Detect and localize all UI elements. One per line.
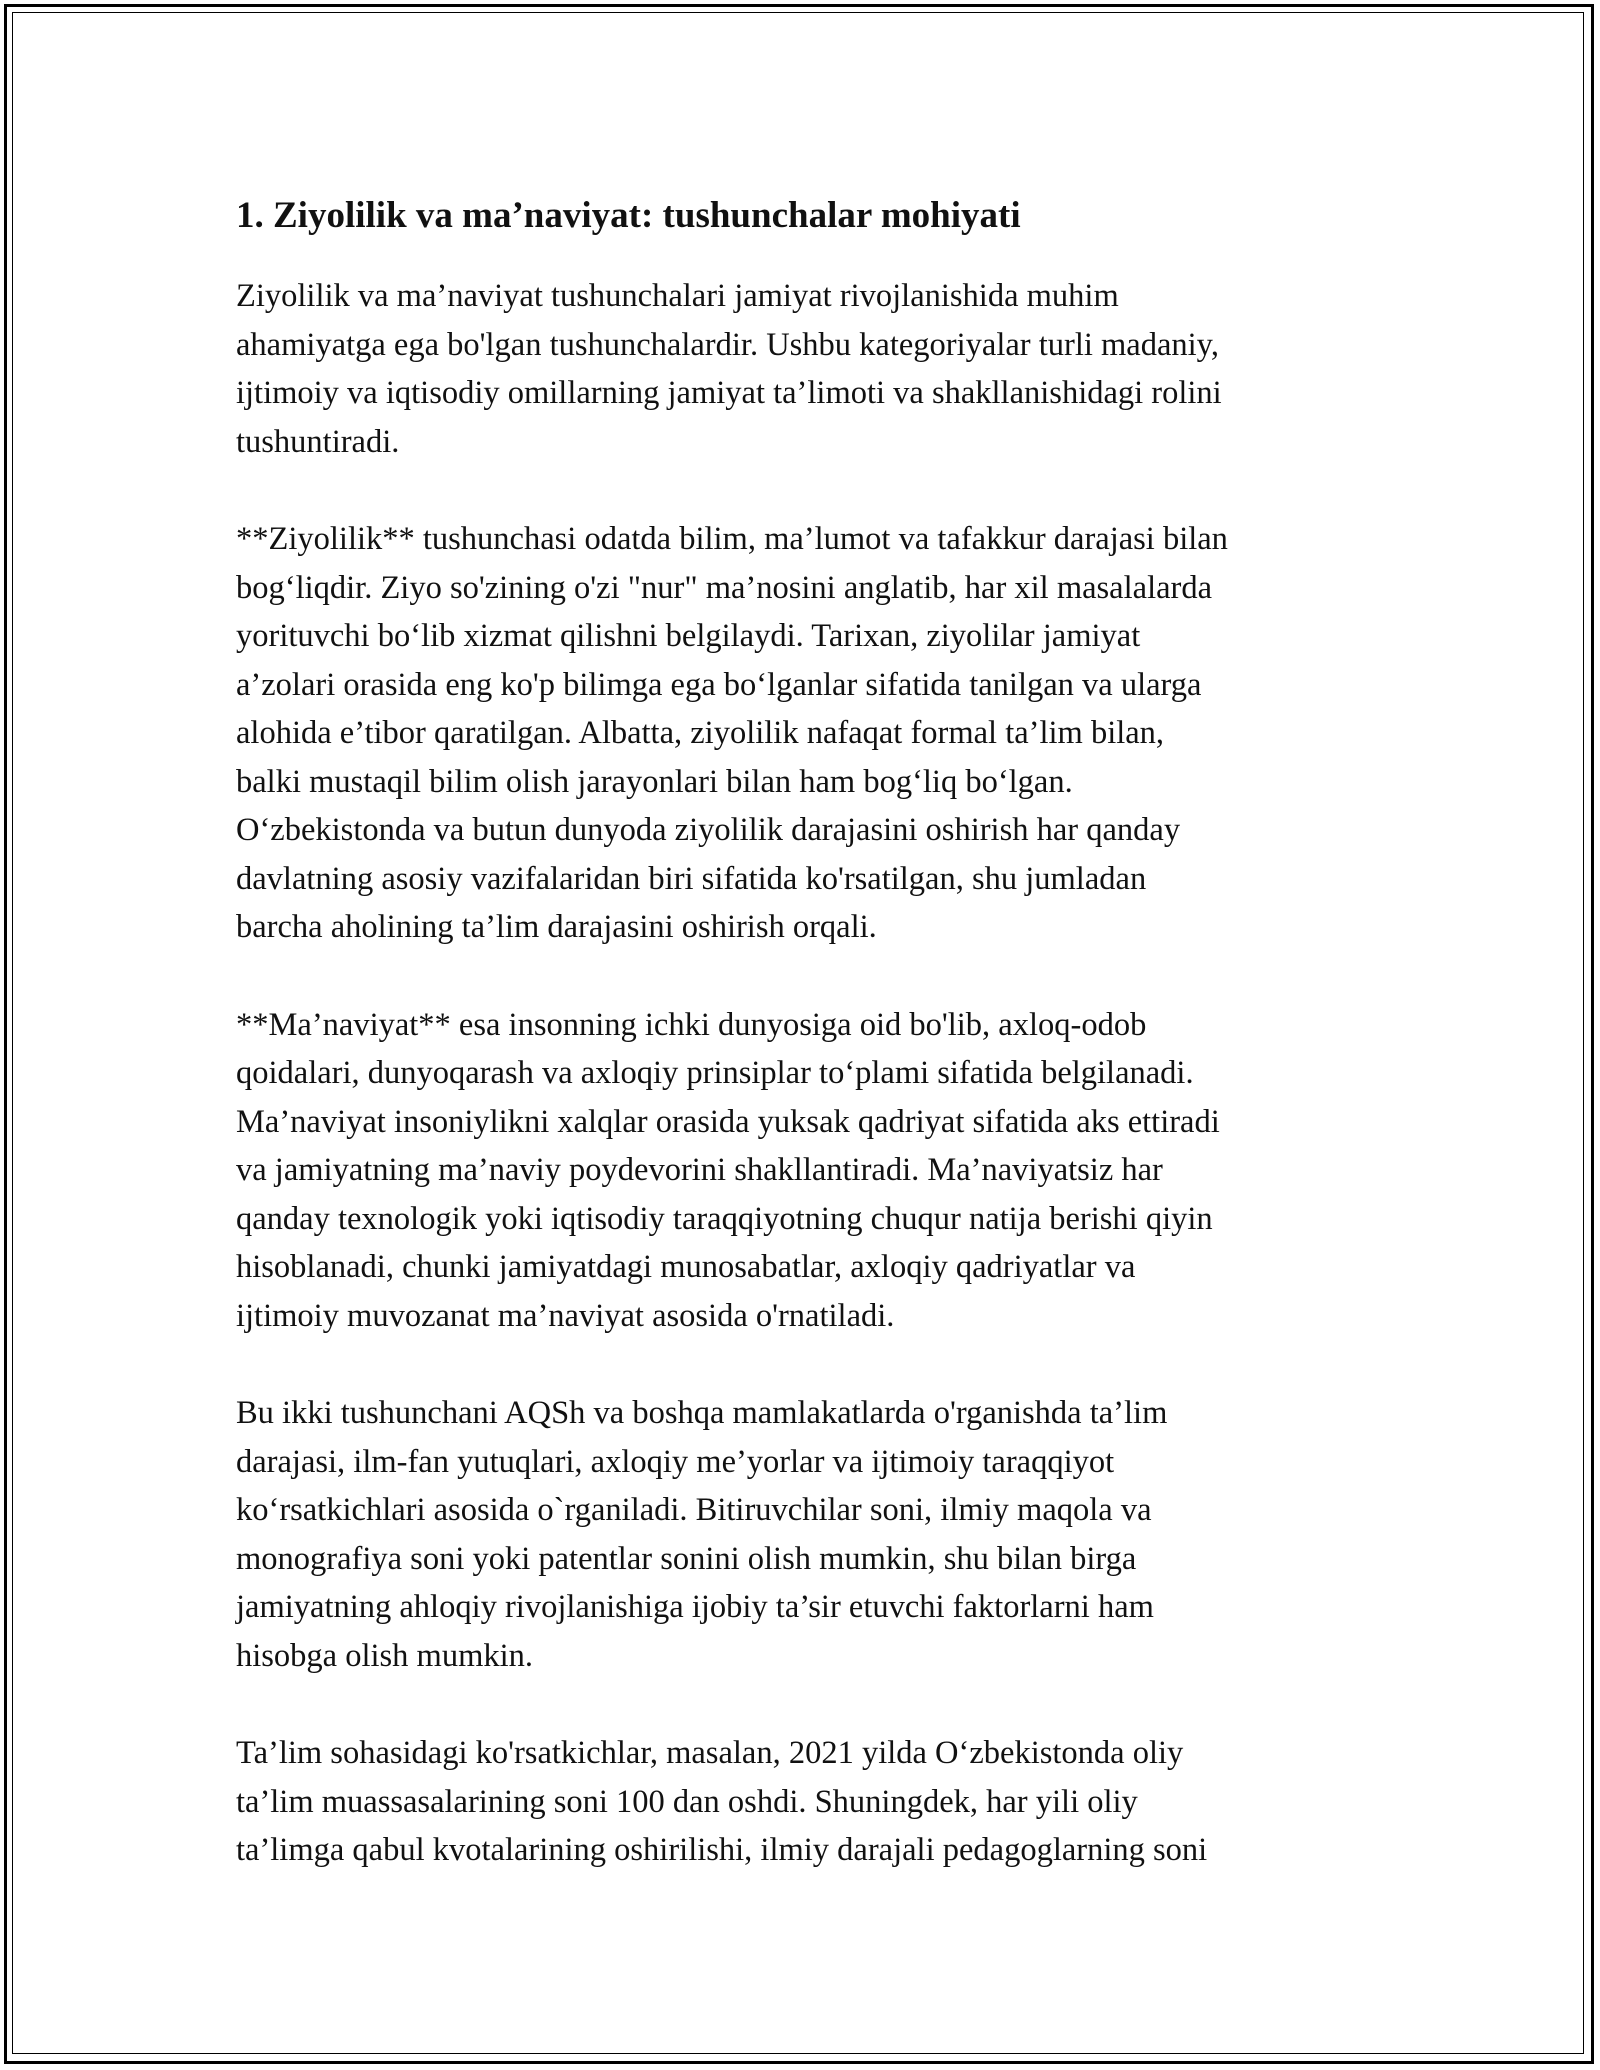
document-body [236,186,1366,1924]
section-heading: 1. Ziyolilik va ma’naviyat: tushunchalar mohiyati [236,195,1021,236]
paragraph-measurement: Bu ikki tushunchani AQSh va boshqa mamlakatlarda o'rganishda ta’lim darajasi, ilm-fan yutuqlari, axloqiy me’yorlar va ijtimoiy taraqqiyot ko‘rsatkichlari asosida o`rganiladi. Bitiruvchilar soni, ilmiy maqola va monografiya soni yoki patentlar sonini olish mumkin, shu bilan birga jamiyatning ahloqiy rivojlanishiga ijobiy ta’sir etuvchi faktorlarni ham hisobga olish mumkin. [236,1395,1168,1674]
paragraph-manaviyat: **Ma’naviyat** esa insonning ichki dunyosiga oid bo'lib, axloq-odob qoidalari, dunyoqarash va axloqiy prinsiplar to‘plami sifatida belgilanadi. Ma’naviyat insoniylikni xalqlar orasida yuksak qadriyat sifatida aks ettiradi va jamiyatning ma’naviy poydevorini shakllantiradi. Ma’naviyatsiz har qanday texnologik yoki iqtisodiy taraqqiyotning chuqur natija berishi qiyin hisoblanadi, chunki jamiyatdagi munosabatlar, axloqiy qadriyatlar va ijtimoiy muvozanat ma’naviyat asosida o'rnatiladi. [236,1006,1220,1334]
paragraph-education-stats: Ta’lim sohasidagi ko'rsatkichlar, masalan, 2021 yilda O‘zbekistonda oliy ta’lim muassasalarining soni 100 dan oshdi. Shuningdek, har yili oliy ta’limga qabul kvotalarining oshirilishi, ilmiy darajali pedagoglarning soni [236,1735,1208,1868]
paragraph-intro: Ziyolilik va ma’naviyat tushunchalari jamiyat rivojlanishida muhim ahamiyatga ega bo'lgan tushunchalardir. Ushbu kategoriyalar turli madaniy, ijtimoiy va iqtisodiy omillarning jamiyat ta’limoti va shakllanishidagi rolini tushuntiradi. [236,278,1222,460]
paragraph-ziyolilik: **Ziyolilik** tushunchasi odatda bilim, ma’lumot va tafakkur darajasi bilan bog‘liqdir. Ziyo so'zining o'zi "nur" ma’nosini anglatib, har xil masalalarda yorituvchi bo‘lib xizmat qilishni belgilaydi. Tarixan, ziyolilar jamiyat a’zolari orasida eng ko'p bilimga ega bo‘lganlar sifatida tanilgan va ularga alohida e’tibor qaratilgan. Albatta, ziyolilik nafaqat formal ta’lim bilan, balki mustaqil bilim olish jarayonlari bilan ham bog‘liq bo‘lgan. O‘zbekistonda va butun dunyoda ziyolilik darajasini oshirish har qanday davlatning asosiy vazifalaridan biri sifatida ko'rsatilgan, shu jumladan barcha aholining ta’lim darajasini oshirish orqali. [236,521,1228,945]
